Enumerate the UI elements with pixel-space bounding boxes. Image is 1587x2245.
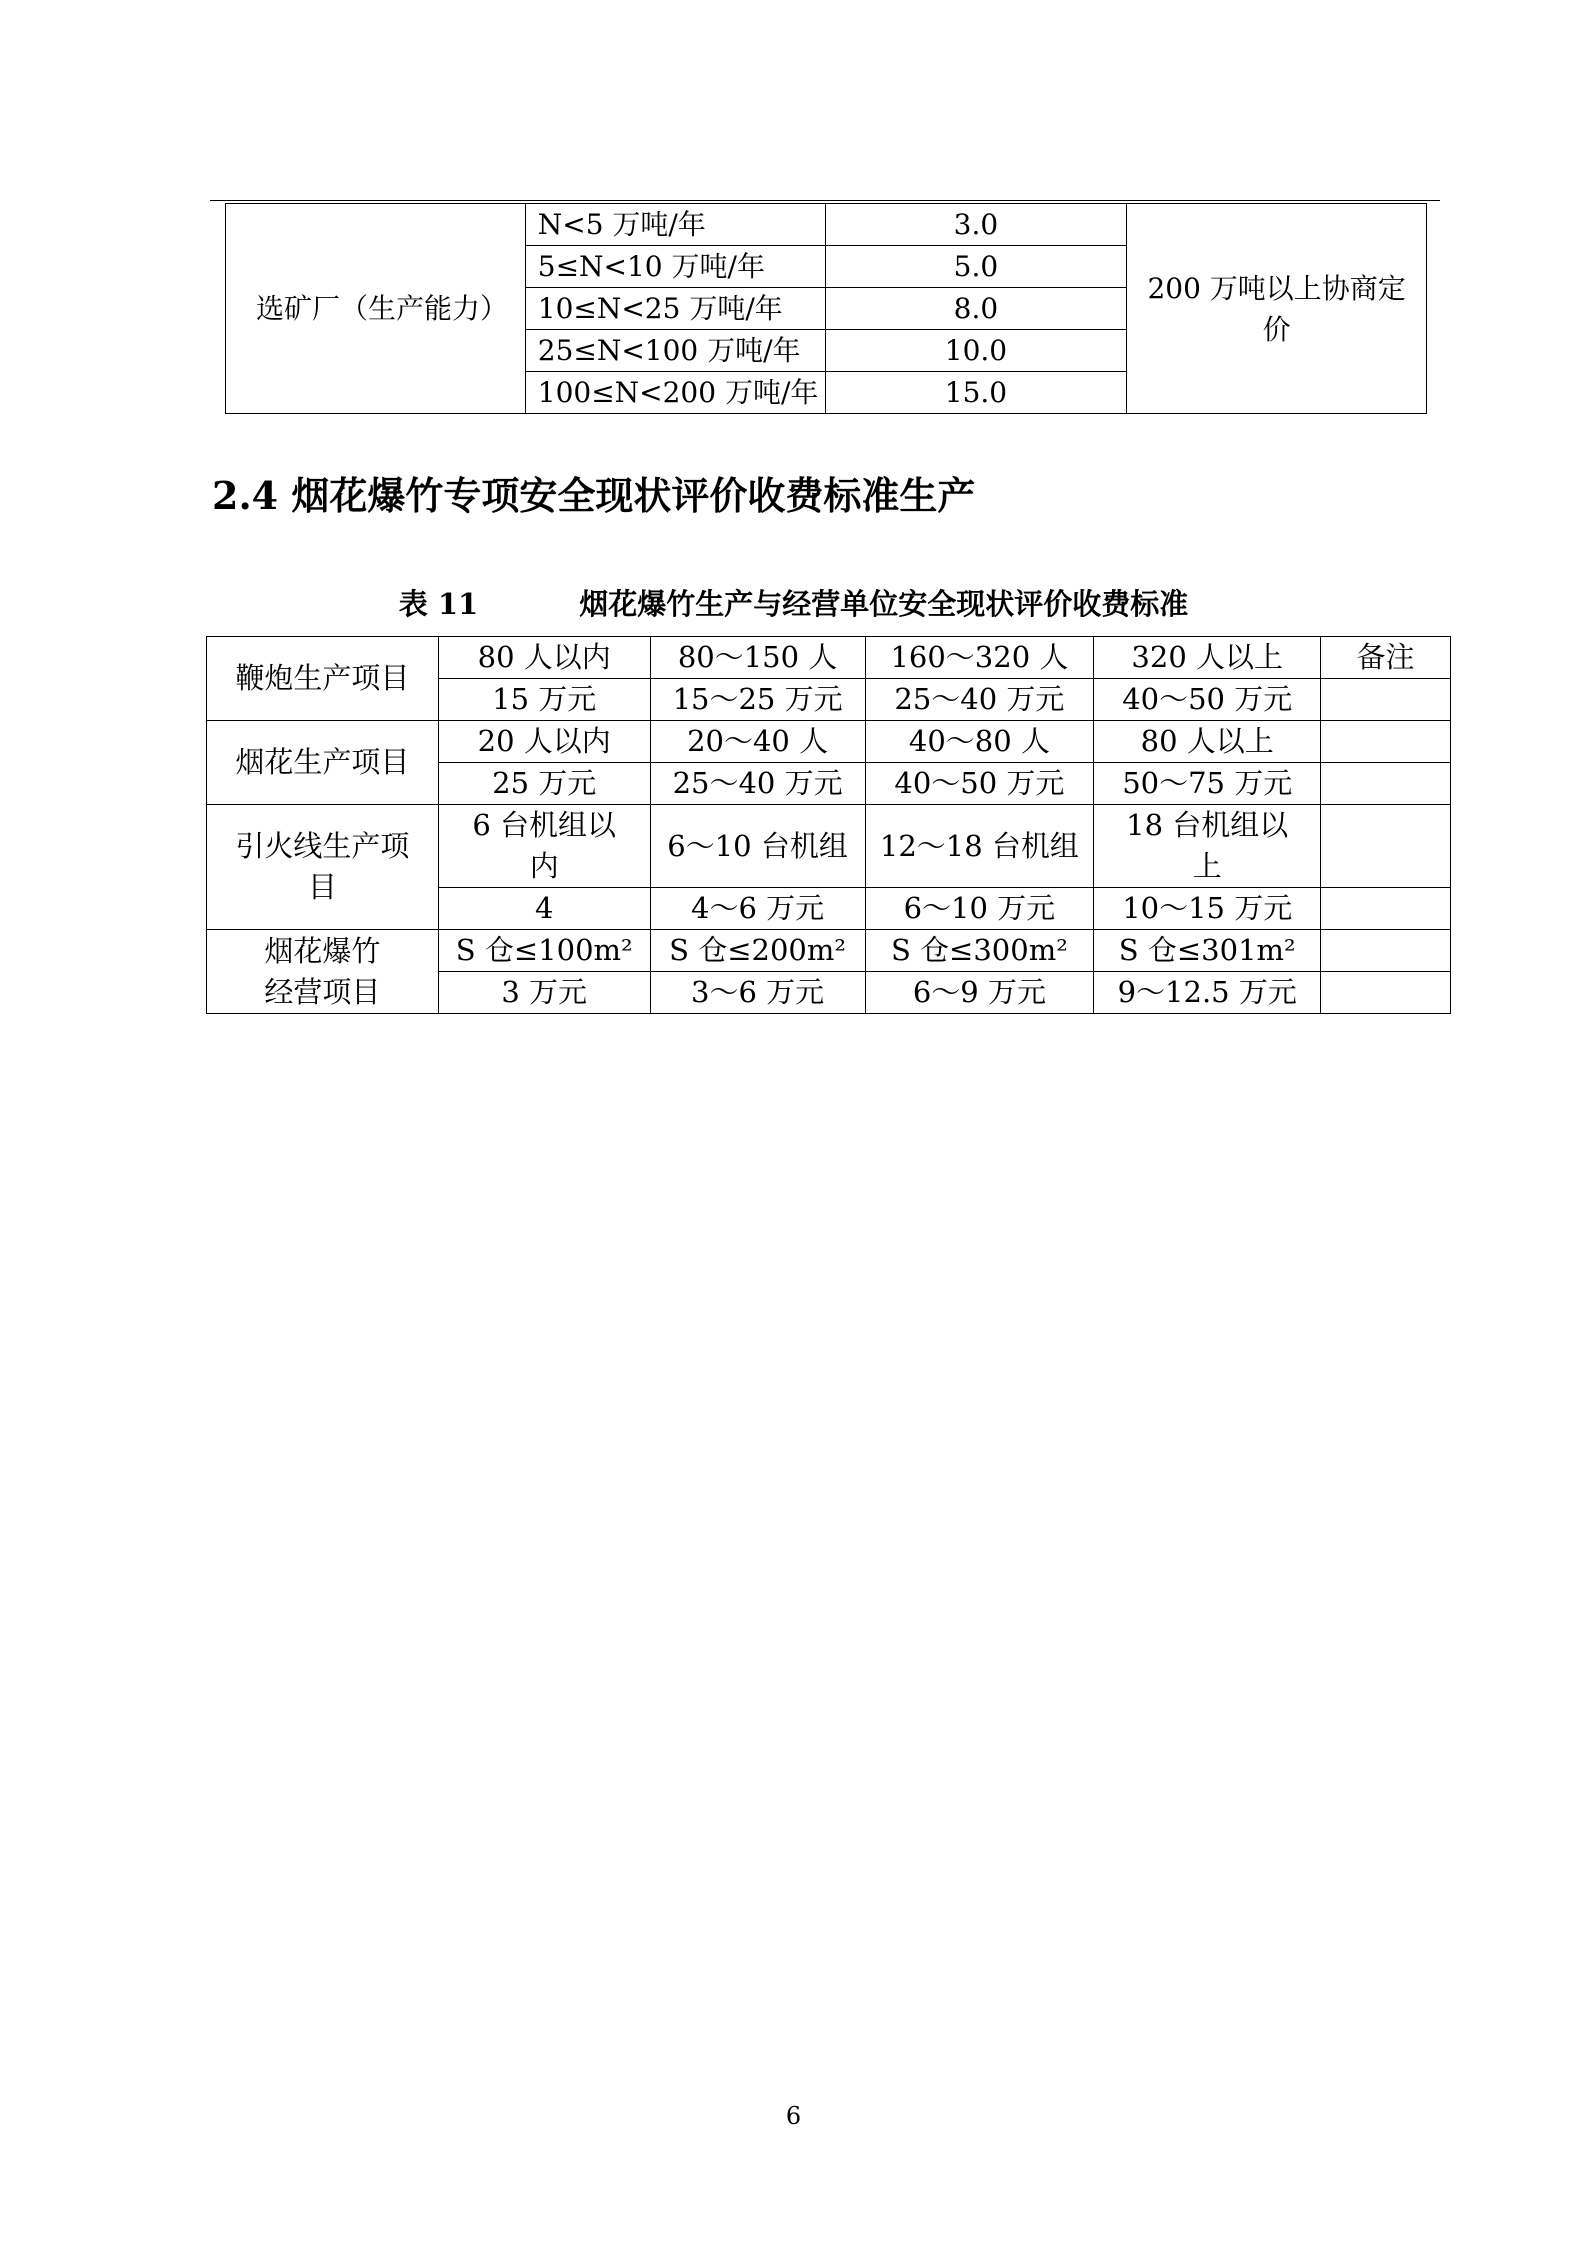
table-row xyxy=(226,204,1427,246)
group-name-cell: 引火线生产项目 xyxy=(207,805,439,930)
fee-cell: 8.0 xyxy=(825,288,1127,330)
mining-fee-table xyxy=(225,203,1427,414)
fee-cell: 40～50 万元 xyxy=(865,763,1094,805)
empty-note-cell xyxy=(1321,805,1451,888)
empty-note-cell xyxy=(1321,679,1451,721)
scale-cell: 18 台机组以上 xyxy=(1094,805,1321,888)
table-row xyxy=(207,930,1451,972)
table-caption: 表 11 烟花爆竹生产与经营单位安全现状评价收费标准 xyxy=(398,587,1189,621)
scale-cell: 6～10 台机组 xyxy=(650,805,865,888)
section-heading: 2.4 烟花爆竹专项安全现状评价收费标准生产 xyxy=(212,473,976,518)
fee-cell: 25～40 万元 xyxy=(865,679,1094,721)
range-cell: N<5 万吨/年 xyxy=(525,204,825,246)
group-name-cell: 烟花生产项目 xyxy=(207,721,439,805)
scale-cell: 12～18 台机组 xyxy=(865,805,1094,888)
fee-cell: 4～6 万元 xyxy=(650,888,865,930)
fee-cell: 15.0 xyxy=(825,372,1127,414)
fee-cell: 25 万元 xyxy=(438,763,650,805)
scale-cell: S 仓≤100m² xyxy=(438,930,650,972)
fee-cell: 50～75 万元 xyxy=(1094,763,1321,805)
fee-cell: 10.0 xyxy=(825,330,1127,372)
fee-cell: 6～9 万元 xyxy=(865,972,1094,1014)
fee-cell: 9～12.5 万元 xyxy=(1094,972,1321,1014)
group-name-cell: 鞭炮生产项目 xyxy=(207,637,439,721)
range-cell: 5≤N<10 万吨/年 xyxy=(525,246,825,288)
group-name-cell: 烟花爆竹经营项目 xyxy=(207,930,439,1014)
scale-cell: 20 人以内 xyxy=(438,721,650,763)
scale-cell: 320 人以上 xyxy=(1094,637,1321,679)
fee-cell: 25～40 万元 xyxy=(650,763,865,805)
note-header-cell: 备注 xyxy=(1321,637,1451,679)
fee-cell: 15～25 万元 xyxy=(650,679,865,721)
fee-cell: 3.0 xyxy=(825,204,1127,246)
scale-cell: 80～150 人 xyxy=(650,637,865,679)
table-row xyxy=(207,637,1451,679)
fee-cell: 3 万元 xyxy=(438,972,650,1014)
category-cell: 选矿厂（生产能力） xyxy=(226,204,526,414)
page-number: 6 xyxy=(785,2102,802,2130)
table-row xyxy=(207,805,1451,888)
empty-note-cell xyxy=(1321,721,1451,763)
range-cell: 25≤N<100 万吨/年 xyxy=(525,330,825,372)
scale-cell: 40～80 人 xyxy=(865,721,1094,763)
empty-note-cell xyxy=(1321,888,1451,930)
table-row xyxy=(207,721,1451,763)
fee-cell: 5.0 xyxy=(825,246,1127,288)
fee-cell: 3～6 万元 xyxy=(650,972,865,1014)
scale-cell: S 仓≤300m² xyxy=(865,930,1094,972)
empty-note-cell xyxy=(1321,972,1451,1014)
scale-cell: 80 人以上 xyxy=(1094,721,1321,763)
range-cell: 100≤N<200 万吨/年 xyxy=(525,372,825,414)
scale-cell: 160～320 人 xyxy=(865,637,1094,679)
scale-cell: 80 人以内 xyxy=(438,637,650,679)
fireworks-fee-table xyxy=(206,636,1451,1014)
fee-cell: 40～50 万元 xyxy=(1094,679,1321,721)
scale-cell: S 仓≤200m² xyxy=(650,930,865,972)
top-rule xyxy=(210,200,1440,201)
fee-cell: 10～15 万元 xyxy=(1094,888,1321,930)
fee-cell: 4 xyxy=(438,888,650,930)
empty-note-cell xyxy=(1321,930,1451,972)
empty-note-cell xyxy=(1321,763,1451,805)
scale-cell: 20～40 人 xyxy=(650,721,865,763)
note-cell: 200 万吨以上协商定价 xyxy=(1127,204,1427,414)
fee-cell: 6～10 万元 xyxy=(865,888,1094,930)
scale-cell: 6 台机组以内 xyxy=(438,805,650,888)
scale-cell: S 仓≤301m² xyxy=(1094,930,1321,972)
range-cell: 10≤N<25 万吨/年 xyxy=(525,288,825,330)
fee-cell: 15 万元 xyxy=(438,679,650,721)
